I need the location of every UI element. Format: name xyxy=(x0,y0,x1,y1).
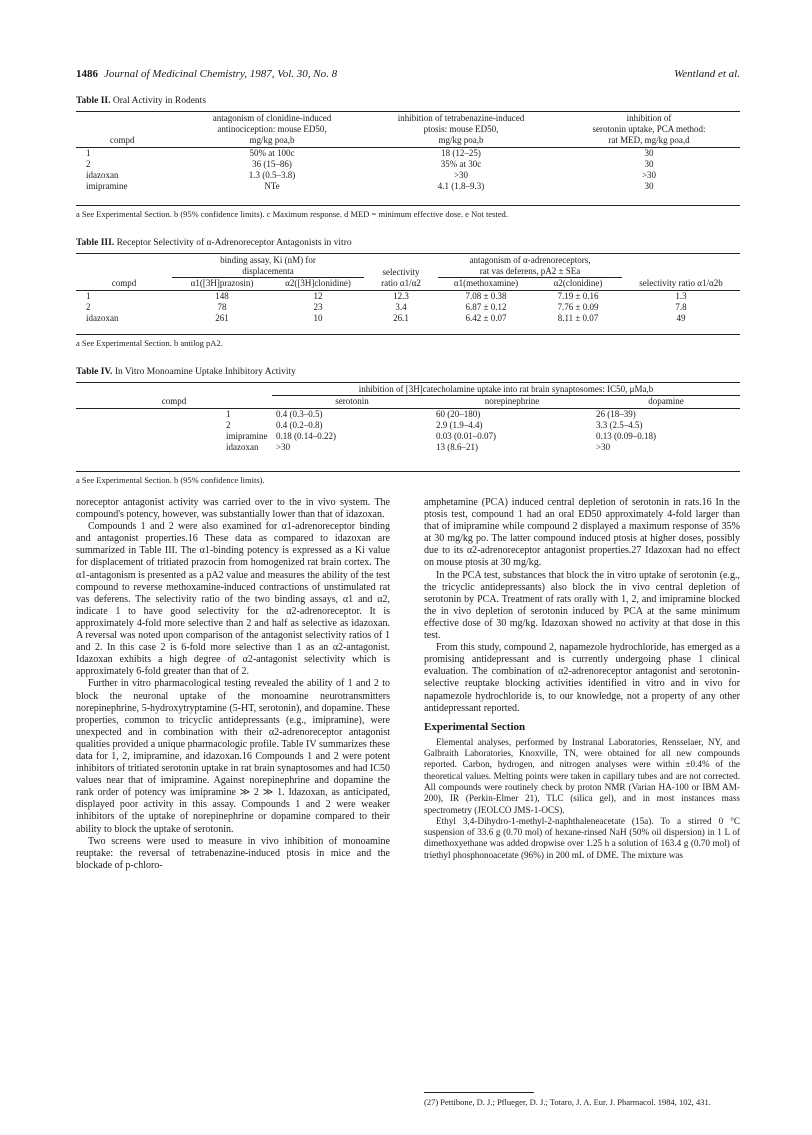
table3-label: Table III. xyxy=(76,238,115,248)
table3-head-clonidine2: α2(clonidine) xyxy=(553,278,603,288)
table4-top-rule xyxy=(76,382,740,383)
table2-title: Oral Activity in Rodents xyxy=(112,96,207,106)
left-column xyxy=(76,497,390,872)
table2-caption xyxy=(76,96,206,106)
table3-title: Receptor Selectivity of α-Adrenoreceptor Antagonists in vitro xyxy=(116,238,352,248)
header-authors: Wentland et al. xyxy=(674,68,740,80)
table3-head-clonidine: α2([3H]clonidine) xyxy=(285,278,351,288)
table-row: 2 36 (15–86) 35% at 30c 30 xyxy=(86,159,654,169)
table-row: 2 78 23 3.4 6.87 ± 0.12 7.76 ± 0.09 7.8 xyxy=(86,302,687,312)
table2-footnote: a See Experimental Section. b (95% confidence limits). c Maximum response. d MED = minimum effective dose. e Not tested. xyxy=(76,209,508,219)
table3-bottom-rule xyxy=(76,334,740,335)
body-paragraph: amphetamine (PCA) induced central depletion of serotonin in rats.16 In the ptosis test, compound 1 had an oral ED50 approximately 4-fold larger than that of imipramine while compound 2 displayed a maximum response of 35% at 30 mg/kg po. The latter compound induced ptosis at higher doses, possibly due to its α2-adrenoreceptor antagonist properties.27 Idazoxan had no effect on mouse ptosis at 30 mg/kg. xyxy=(424,497,740,569)
table2-head-antinociception: antagonism of clonidine-induced antinociception: mouse ED50, mg/kg poa,b xyxy=(212,113,332,145)
table4-caption xyxy=(76,367,296,377)
body-paragraph: Elemental analyses, performed by Instranal Laboratories, Rensselaer, NY, and Galbraith Laboratories, Knoxville, TN, were obtained for all new compounds reported. Carbon, hydrogen, and nitrogen analyses were within ±0.4% of the theoretical values. Melting points were taken in capillary tubes and are not corrected. All compounds were routinely check by proton NMR (Varian HA-100 or IBM AM-200), IR (Perkin-Elmer 21), TLC (silica gel), and in most instances mass spectrometry (JEOLCO JMS-1-OCS). xyxy=(424,736,740,815)
header-left xyxy=(76,68,337,80)
table4-bottom-rule xyxy=(76,471,740,472)
table3-head-selratio: selectivity ratio α1/α2b xyxy=(639,278,723,288)
table3-head-antagonism: antagonism of α-adrenoreceptors, rat vas deferens, pA2 ± SEa xyxy=(438,255,622,278)
body-paragraph: In the PCA test, substances that block the in vitro uptake of serotonin (e.g., the tricyclic antidepressants) also block the in vivo central depletion of serotonin by PCA. Treatment of rats orally with 1, 2, and imipramine blocked the in vivo depletion of serotonin induced by PCA at the same minimum effective dose of 30 mg/kg. Idazoxan showed no activity at that dose in this test. xyxy=(424,569,740,642)
table4-head-norepinephrine: norepinephrine xyxy=(484,396,540,406)
table4-title: In Vitro Monoamine Uptake Inhibitory Activity xyxy=(114,367,296,377)
table2-header-row xyxy=(76,113,740,146)
table4-head-compd: compd xyxy=(161,396,187,406)
table-row: idazoxan 1.3 (0.5–3.8) >30 >30 xyxy=(86,170,657,180)
table2-top-rule xyxy=(76,111,740,112)
table3-group-row xyxy=(76,255,740,278)
table-row: imipramine NTe 4.1 (1.8–9.3) 30 xyxy=(86,181,654,191)
table2-bottom-rule xyxy=(76,205,740,206)
journal-citation: Journal of Medicinal Chemistry, 1987, Vol. 30, No. 8 xyxy=(104,68,338,80)
table-row: idazoxan >30 13 (8.6–21) >30 xyxy=(226,442,611,452)
body-paragraph: Two screens were used to measure in vivo inhibition of monoamine reuptake: the reversal of tetrabenazine-induced ptosis in mice and the blockade of p-chloro- xyxy=(76,835,390,871)
experimental-text xyxy=(424,737,740,861)
table4-head-serotonin: serotonin xyxy=(335,396,369,406)
table4-span-row xyxy=(76,384,740,396)
table3-head-binding: binding assay, Ki (nM) for displacementa xyxy=(172,255,364,278)
table4 xyxy=(76,384,740,453)
table2-head-compd: compd xyxy=(110,135,135,145)
reference-rule xyxy=(424,1092,534,1093)
table-row: 2 0.4 (0.2–0.8) 2.9 (1.9–4.4) 3.3 (2.5–4.5) xyxy=(226,420,643,430)
right-column xyxy=(424,497,740,861)
table2-head-ptosis: inhibition of tetrabenazine-induced ptosis: mouse ED50, mg/kg poa,b xyxy=(397,113,525,145)
table3 xyxy=(76,255,740,324)
table-row: 1 50% at 100c 18 (12–25) 30 xyxy=(86,148,654,158)
body-paragraph: noreceptor antagonist activity was carried over to the in vivo system. The compound's potency, however, was substantially lower than that of idazoxan. xyxy=(76,497,390,521)
table4-head-dopamine: dopamine xyxy=(648,396,684,406)
body-paragraph: From this study, compound 2, napamezole hydrochloride, has emerged as a promising antidepressant and is currently undergoing phase 1 clinical evaluation. The combination of α2-adrenoreceptor antagonist and serotonin-selective reuptake blocking activities identified in vitro and in vivo for napamezole hydrochloride is, to our knowledge, not a property of any other antidepressant reported. xyxy=(424,642,740,714)
table4-label: Table IV. xyxy=(76,367,113,377)
body-paragraph: Ethyl 3,4-Dihydro-1-methyl-2-naphthaleneacetate (15a). To a stirred 0 °C suspension of 33.6 g (0.70 mol) of hexane-rinsed NaH (50% oil dispersion) in 1 L of dimethoxyethane was added dropwise over 1.25 h a solution of 163.4 g (0.70 mol) of triethyl phosphonoacetate (96%) in 200 mL of DME. The mixture was xyxy=(424,815,740,860)
table3-head-selectivity: selectivity ratio α1/α2 xyxy=(381,267,421,288)
table2 xyxy=(76,113,740,192)
table-row: imipramine 0.18 (0.14–0.22) 0.03 (0.01–0.07) 0.13 (0.09–0.18) xyxy=(226,431,656,441)
body-paragraph: Further in vitro pharmacological testing revealed the ability of 1 and 2 to block the neuronal uptake of the monoamine neurotransmitters norepinephrine, 5-hydroxytryptamine (5-HT, serotonin), and dopamine. These properties, common to tricyclic antidepressants (e.g., imipramine), were unexpected and in combination with their α2-adrenoreceptor antagonist qualities provided a unique pharmacologic profile. Table IV summarizes these data for 1, 2, imipramine, and idazoxan.16 Compounds 1 and 2 were potent inhibitors of tritiated serotonin uptake in rat brain synaptosomes and had IC50 values near that of imipramine. Against norepinephrine and dopamine the rank order of potency was imipramine ≫ 2 ≫ 1. Idazoxan, as anticipated, displayed poor activity in this assay. Compounds 1 and 2 were weaker inhibitors of the uptake of norepinephrine or dopamine compared to their ability to block the uptake of serotonin. xyxy=(76,678,390,835)
table3-footnote: a See Experimental Section. b antilog pA2. xyxy=(76,338,223,348)
table2-label: Table II. xyxy=(76,96,111,106)
table3-head-compd: compd xyxy=(111,278,137,288)
table3-top-rule xyxy=(76,253,740,254)
section-heading: Experimental Section xyxy=(424,720,526,733)
table4-footnote: a See Experimental Section. b (95% confidence limits). xyxy=(76,475,265,485)
table2-head-serotonin: inhibition of serotonin uptake, PCA method: rat MED, mg/kg poa,d xyxy=(592,113,706,145)
reference-27: (27) Pettibone, D. J.; Pflueger, D. J.; Totaro, J. A. Eur. J. Pharmacol. 1984, 102, 431. xyxy=(424,1097,711,1107)
table4-head-span: inhibition of [3H]catecholamine uptake into rat brain synaptosomes: IC50, μMa,b xyxy=(272,384,740,396)
table3-head-methoxamine: α1(methoxamine) xyxy=(453,278,519,288)
table3-caption xyxy=(76,238,352,248)
table-row: 1 0.4 (0.3–0.5) 60 (20–180) 26 (18–39) xyxy=(226,409,636,419)
table3-head-prazosin: α1([3H]prazosin) xyxy=(190,278,254,288)
table-row: idazoxan 261 10 26.1 6.42 ± 0.07 8.11 ± 0.07 49 xyxy=(86,313,686,323)
body-paragraph: Compounds 1 and 2 were also examined for α1-adrenoreceptor binding and antagonist properties.16 These data as compared to idazoxan are summarized in Table III. The α1-binding potency is expressed as a Ki value for displacement of tritiated prazocin from homogenized rat brain cortex. The α1-antagonism is presented as a pA2 value and measures the ability of the test compound to reverse methoxamine-induced contractions of unstimulated rat vas deferens. The selectivity ratio of the two binding assays, α1 and α2, indicate 1 to have good selectivity for the α2-adrenoreceptor. It is approximately 4-fold more selective than 2 and half as selective as idazoxan. A reversal was noted upon comparison of the antagonist selectivity ratios of 1 and 2. In this case 2 is 6-fold more selective than 1 as an α2-antagonist. Idazoxan exhibits a high degree of α2-antagonist selectivity which is approximately 6-fold greater than that of 2. xyxy=(76,521,390,678)
table-row: 1 148 12 12.3 7.08 ± 0.38 7.19 ± 0.16 1.3 xyxy=(86,291,687,301)
page-number: 1486 xyxy=(76,68,98,80)
table4-header-row xyxy=(76,396,740,408)
